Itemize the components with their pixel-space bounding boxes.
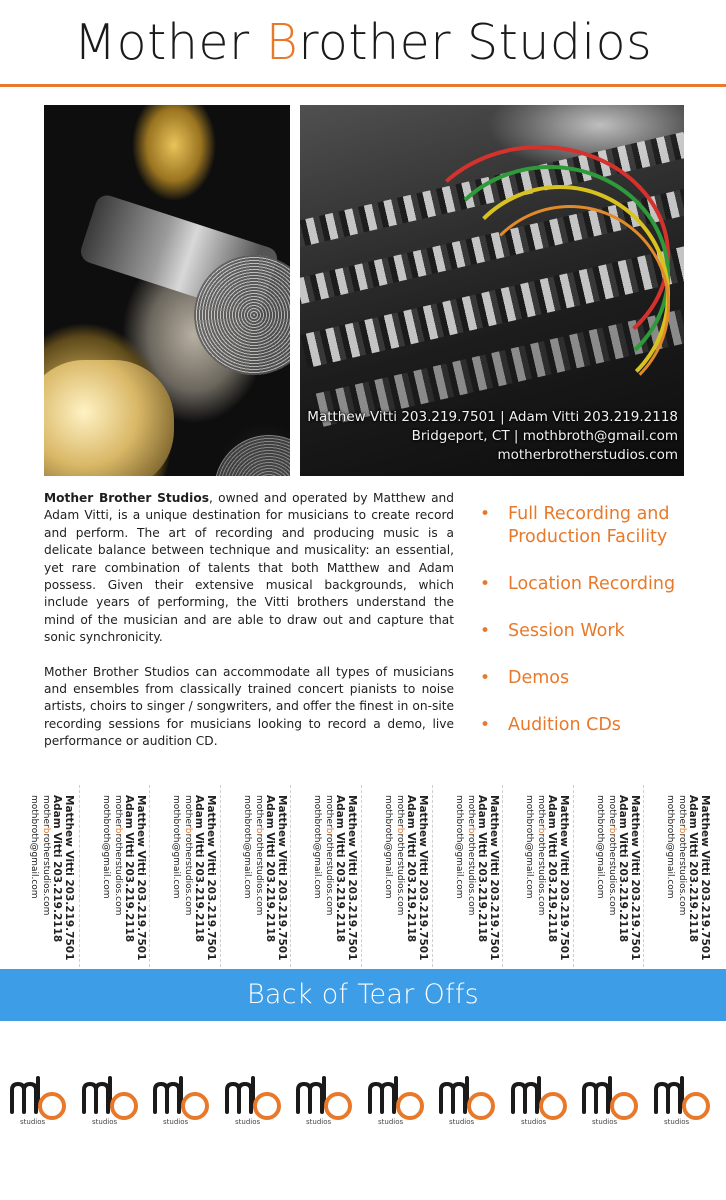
back-of-tear-offs-banner: [0, 969, 726, 1021]
logo-caption: studios: [664, 1118, 690, 1126]
tear-off-tab[interactable]: [643, 785, 713, 967]
site-part: rotherstudios.com: [466, 833, 476, 916]
tear-off-line: Adam Vitti 203.219.2118: [476, 795, 489, 943]
bullet: •: [480, 621, 491, 641]
site-accent: b: [113, 827, 123, 834]
tear-off-email: mothbroth@gmail.com: [101, 795, 112, 899]
tear-off-site: [323, 795, 335, 955]
site-accent: b: [324, 827, 334, 834]
bullet: •: [480, 668, 491, 688]
site-part: mother: [254, 795, 264, 828]
tear-off-text: [100, 795, 147, 961]
tear-off-text: [311, 795, 358, 961]
tear-off-tab[interactable]: [502, 785, 572, 967]
studio-name: Mother Brother Studios: [44, 491, 209, 505]
tear-off-text: [241, 795, 288, 961]
page-title: [0, 14, 726, 71]
title-divider: [0, 84, 726, 87]
patch-bay-photo: [300, 105, 684, 476]
title-part: rother Studios: [298, 14, 653, 71]
tear-off-text: [664, 795, 711, 961]
logo-caption: studios: [92, 1118, 118, 1126]
logo-strip: [0, 1072, 726, 1132]
cable-shape: [470, 205, 670, 405]
mb-logo: [509, 1072, 577, 1128]
tear-off-email: mothbroth@gmail.com: [29, 795, 40, 899]
tear-off-line: Adam Vitti 203.219.2118: [193, 795, 206, 943]
site-part: rotherstudios.com: [254, 833, 264, 916]
tear-off-tab[interactable]: [79, 785, 149, 967]
site-accent: b: [41, 827, 51, 834]
mb-logo: [223, 1072, 291, 1128]
site-part: rotherstudios.com: [536, 833, 546, 916]
tear-off-line: Matthew Vitti 203.219.7501: [63, 795, 75, 961]
service-item: [478, 620, 718, 643]
tear-off-text: [523, 795, 570, 961]
tear-off-line: Matthew Vitti 203.219.7501: [488, 795, 500, 961]
tear-off-email: mothbroth@gmail.com: [524, 795, 535, 899]
tear-off-site: [606, 795, 618, 955]
tear-off-site: [676, 795, 688, 955]
tear-off-site: [112, 795, 124, 955]
site-accent: b: [607, 827, 617, 834]
logo-caption: studios: [378, 1118, 404, 1126]
bullet: •: [480, 715, 491, 735]
mb-logo-icon: [580, 1072, 648, 1128]
tear-off-tab[interactable]: [573, 785, 643, 967]
tear-off-line: Adam Vitti 203.219.2118: [264, 795, 277, 943]
site-part: rotherstudios.com: [607, 833, 617, 916]
tear-off-text: [28, 795, 75, 961]
tear-off-tab[interactable]: [149, 785, 219, 967]
logo-caption: studios: [592, 1118, 618, 1126]
tear-off-email: mothbroth@gmail.com: [454, 795, 465, 899]
about-text-span: , owned and operated by Matthew and Adam Vitti, is a unique destination for musicians to create record and perform. The art of recording and producing music is a delicate balance between technique and musicality: an essential, yet rare combination of talents that both Matthew and Adam possess. Given their extensive musical backgrounds, which include years of performing, the Vitti brothers understand the mind of the musician and are able to draw out and capture that sonic synchronicity.: [44, 491, 454, 645]
tear-off-line: Matthew Vitti 203.219.7501: [135, 795, 147, 961]
mb-logo-icon: [437, 1072, 505, 1128]
tear-off-line: Matthew Vitti 203.219.7501: [699, 795, 711, 961]
tear-off-email: mothbroth@gmail.com: [665, 795, 676, 899]
contact-line: Bridgeport, CT | mothbroth@gmail.com: [411, 428, 678, 444]
tear-off-line: Matthew Vitti 203.219.7501: [205, 795, 217, 961]
site-accent: b: [536, 827, 546, 834]
tear-off-line: Adam Vitti 203.219.2118: [687, 795, 700, 943]
logo-caption: studios: [521, 1118, 547, 1126]
site-part: rotherstudios.com: [324, 833, 334, 916]
site-part: rotherstudios.com: [183, 833, 193, 916]
tear-off-line: Adam Vitti 203.219.2118: [51, 795, 64, 943]
tear-off-text: [170, 795, 217, 961]
logo-caption: studios: [163, 1118, 189, 1126]
mb-logo-icon: [509, 1072, 577, 1128]
site-part: mother: [41, 795, 51, 828]
site-part: mother: [324, 795, 334, 828]
tear-off-strip: [0, 785, 726, 967]
service-label: Full Recording and Production Facility: [508, 504, 670, 547]
header: [0, 0, 726, 90]
service-label: Session Work: [508, 621, 625, 641]
tear-off-line: Matthew Vitti 203.219.7501: [346, 795, 358, 961]
logo-caption: studios: [449, 1118, 475, 1126]
mb-logo-icon: [80, 1072, 148, 1128]
site-accent: b: [254, 827, 264, 834]
site-part: mother: [466, 795, 476, 828]
tear-off-site: [465, 795, 477, 955]
tear-off-email: mothbroth@gmail.com: [171, 795, 182, 899]
site-part: rotherstudios.com: [41, 833, 51, 916]
tear-off-site: [253, 795, 265, 955]
contact-line: motherbrotherstudios.com: [497, 447, 678, 463]
site-accent: b: [183, 827, 193, 834]
service-item: [478, 573, 718, 596]
tear-off-line: Adam Vitti 203.219.2118: [123, 795, 136, 943]
tear-off-text: [594, 795, 641, 961]
mb-logo-icon: [8, 1072, 76, 1128]
tear-off-site: [182, 795, 194, 955]
mb-logo: [80, 1072, 148, 1128]
service-item: [478, 503, 718, 549]
microphone-photo: [44, 105, 290, 476]
mb-logo-icon: [151, 1072, 219, 1128]
logo-caption: studios: [235, 1118, 261, 1126]
bullet: •: [480, 504, 491, 524]
mb-logo: [294, 1072, 362, 1128]
logo-caption: studios: [20, 1118, 46, 1126]
title-accent-letter: B: [265, 14, 299, 71]
site-part: mother: [113, 795, 123, 828]
service-item: [478, 667, 718, 690]
about-text: [44, 490, 454, 768]
about-paragraph: [44, 490, 454, 647]
site-part: mother: [395, 795, 405, 828]
site-part: mother: [536, 795, 546, 828]
mic-body-shape: [44, 360, 174, 476]
service-item: [478, 714, 718, 737]
tear-off-email: mothbroth@gmail.com: [312, 795, 323, 899]
mb-logo: [652, 1072, 720, 1128]
mb-logo: [8, 1072, 76, 1128]
tear-off-line: Matthew Vitti 203.219.7501: [417, 795, 429, 961]
mb-logo: [366, 1072, 434, 1128]
tear-off-site: [535, 795, 547, 955]
mic-grill-shape: [214, 435, 290, 476]
mb-logo: [151, 1072, 219, 1128]
tear-off-line: Adam Vitti 203.219.2118: [334, 795, 347, 943]
tear-off-line: Adam Vitti 203.219.2118: [546, 795, 559, 943]
site-part: rotherstudios.com: [113, 833, 123, 916]
services-list: [478, 503, 718, 761]
tear-off-line: Matthew Vitti 203.219.7501: [276, 795, 288, 961]
tear-off-tab[interactable]: [220, 785, 290, 967]
tear-off-line: Adam Vitti 203.219.2118: [617, 795, 630, 943]
site-part: mother: [183, 795, 193, 828]
mb-logo-icon: [223, 1072, 291, 1128]
service-label: Demos: [508, 668, 570, 688]
tear-off-text: [453, 795, 500, 961]
tear-off-email: mothbroth@gmail.com: [595, 795, 606, 899]
tear-off-tab[interactable]: [290, 785, 360, 967]
site-part: rotherstudios.com: [395, 833, 405, 916]
service-label: Location Recording: [508, 574, 676, 594]
site-part: rotherstudios.com: [677, 833, 687, 916]
photo-contact-overlay: [300, 408, 680, 465]
tear-off-site: [394, 795, 406, 955]
mb-logo: [580, 1072, 648, 1128]
mb-logo-icon: [366, 1072, 434, 1128]
tear-off-line: Matthew Vitti 203.219.7501: [558, 795, 570, 961]
title-part: Mother: [73, 14, 266, 71]
tear-off-tab[interactable]: [8, 785, 78, 967]
logo-caption: studios: [306, 1118, 332, 1126]
site-part: mother: [607, 795, 617, 828]
mb-logo: [437, 1072, 505, 1128]
site-accent: b: [395, 827, 405, 834]
site-accent: b: [677, 827, 687, 834]
site-part: mother: [677, 795, 687, 828]
mb-logo-icon: [294, 1072, 362, 1128]
contact-line: Matthew Vitti 203.219.7501 | Adam Vitti 203.219.2118: [307, 409, 678, 425]
mb-logo-icon: [652, 1072, 720, 1128]
service-label: Audition CDs: [508, 715, 621, 735]
tear-off-email: mothbroth@gmail.com: [383, 795, 394, 899]
tear-off-line: Matthew Vitti 203.219.7501: [629, 795, 641, 961]
tear-off-tab[interactable]: [432, 785, 502, 967]
bullet: •: [480, 574, 491, 594]
tear-off-line: Adam Vitti 203.219.2118: [405, 795, 418, 943]
tear-off-text: [382, 795, 429, 961]
tear-off-email: mothbroth@gmail.com: [242, 795, 253, 899]
banner-label: Back of Tear Offs: [246, 979, 480, 1010]
about-paragraph: Mother Brother Studios can accommodate all types of musicians and ensembles from classically trained concert pianists to noise artists, choirs to singer / songwriters, and offer the finest in on-site recording sessions for musicians looking to record a demo, live performance or audition CD.: [44, 664, 454, 749]
tear-off-tab[interactable]: [361, 785, 431, 967]
tear-off-site: [40, 795, 52, 955]
site-accent: b: [466, 827, 476, 834]
